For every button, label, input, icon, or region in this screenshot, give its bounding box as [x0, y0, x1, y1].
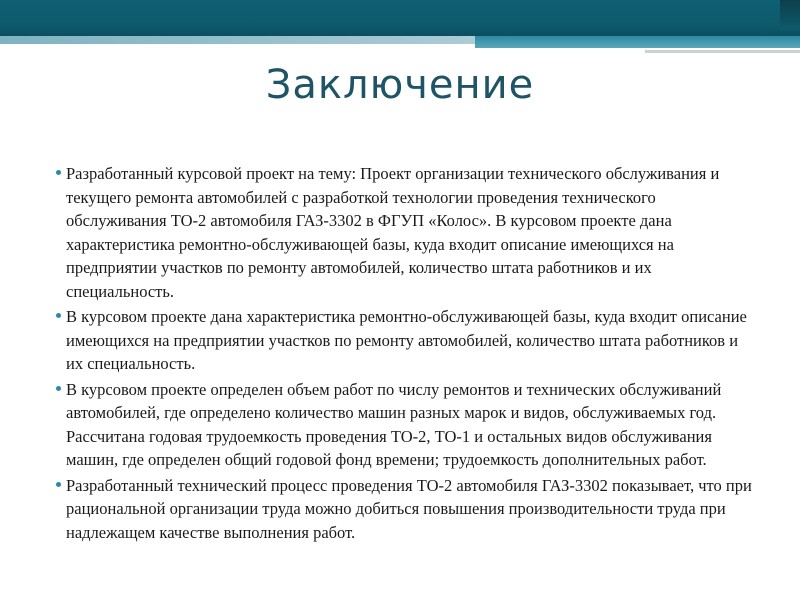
bullet-dot-icon: [56, 386, 61, 391]
bullet-dot-icon: [56, 313, 61, 318]
bullet-list: [56, 162, 756, 546]
header-accent-block: [475, 36, 800, 48]
bullet-text: Разработанный технический процесс проведения ТО-2 автомобиля ГАЗ-3302 показывает, что при рациональной организации труда можно добиться повышения производительности труда при надлежащем качестве выполнения работ.: [66, 475, 752, 542]
bullet-item: [56, 162, 756, 303]
bullet-text: Разработанный курсовой проект на тему: Проект организации технического обслуживания и текущего ремонта автомобилей с разработкой технологии проведения технического обслуживания ТО-2 автомобиля ГАЗ-3302 в ФГУП «Колос». В курсовом проекте дана характеристика ремонтно-обслуживающей базы, куда входит описание имеющихся на предприятии участков по ремонту автомобилей, количество штата работников и их специальность.: [66, 164, 720, 301]
header-divider-line: [0, 44, 475, 46]
bullet-item: [56, 305, 756, 376]
bullet-dot-icon: [56, 170, 61, 175]
bullet-item: [56, 378, 756, 472]
header-banner-corner: [780, 0, 800, 30]
bullet-text: В курсовом проекте дана характеристика ремонтно-обслуживающей базы, куда входит описание имеющихся на предприятии участков по ремонту автомобилей, количество штата работников и их специальность.: [66, 307, 747, 373]
slide-title: Заключение: [265, 62, 535, 108]
bullet-item: [56, 474, 756, 545]
bullet-dot-icon: [56, 482, 61, 487]
bullet-text: В курсовом проекте определен объем работ по числу ремонтов и технических обслуживаний автомобилей, где определено количество машин разных марок и видов, обслуживаемых год. Рассчитана годовая трудоемкость проведения ТО-2, ТО-1 и остальных видов обслуживания машин, где определен общий годовой фонд времени; трудоемкость дополнительных работ.: [66, 379, 722, 469]
header-banner: [0, 0, 800, 36]
header-shadow-line: [645, 50, 800, 53]
